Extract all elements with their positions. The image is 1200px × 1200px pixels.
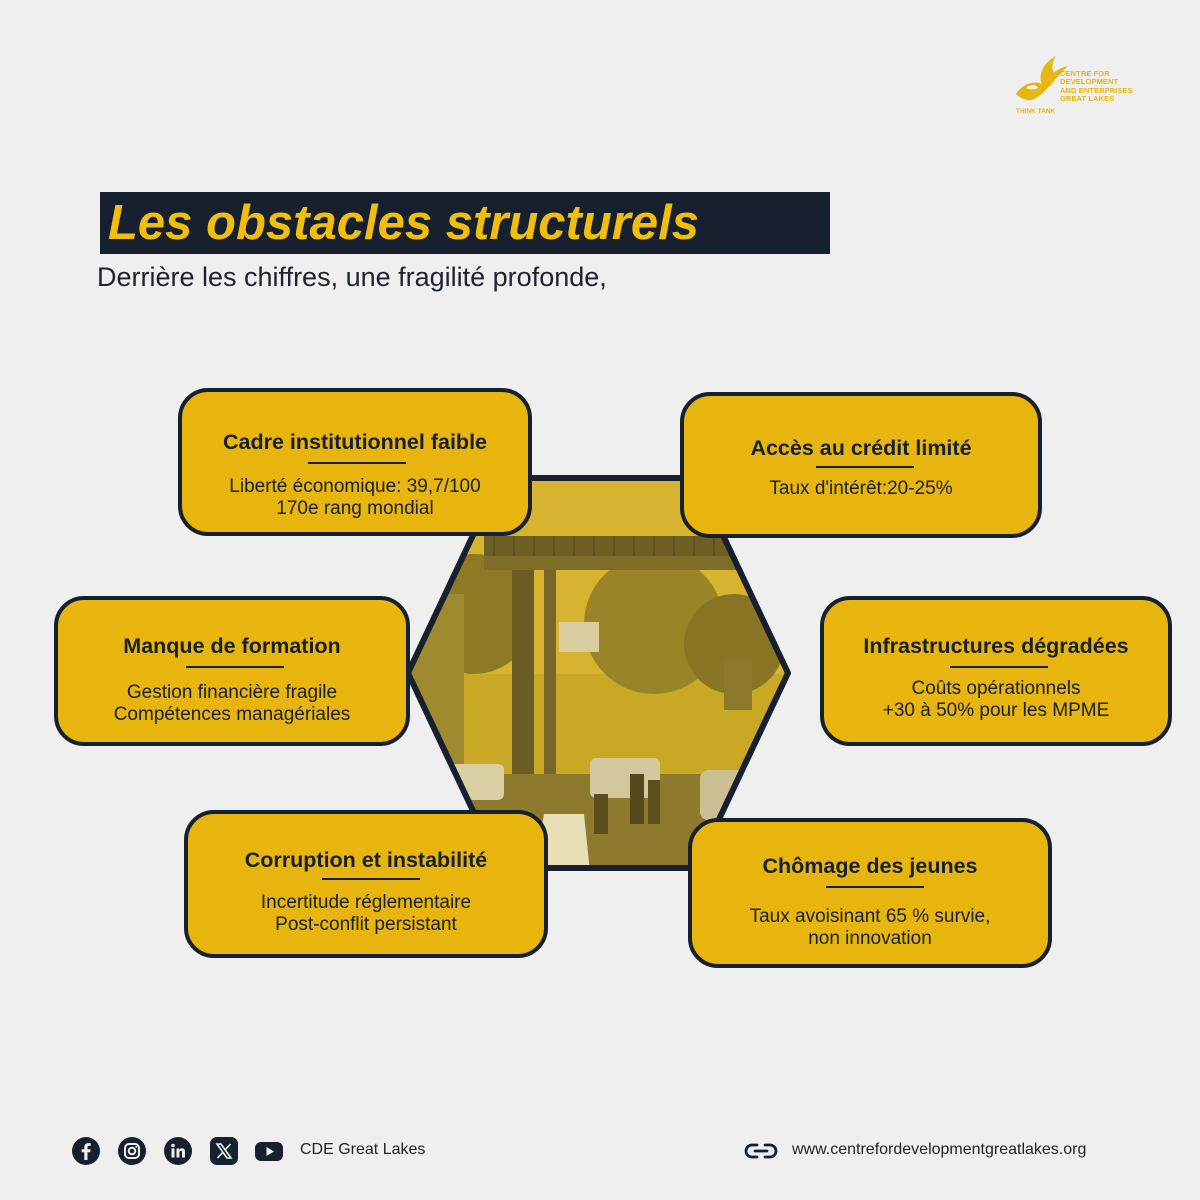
card-text-line: Liberté économique: 39,7/100	[229, 476, 481, 497]
website-link[interactable]: www.centrefordevelopmentgreatlakes.org	[792, 1141, 1087, 1158]
card-text-line: Gestion financière fragile	[126, 682, 338, 703]
card-title: Chômage des jeunes	[762, 854, 978, 878]
obstacle-card-corruption	[184, 810, 548, 958]
card-divider	[826, 886, 924, 888]
card-text-line: Taux avoisinant 65 % survie,	[749, 906, 991, 927]
card-text-line: non innovation	[808, 928, 932, 949]
card-text-line: +30 à 50% pour les MPME	[882, 700, 1110, 721]
card-title: Corruption et instabilité	[244, 848, 488, 872]
page-title: Les obstacles structurels	[108, 196, 699, 250]
card-text-line: Coûts opérationnels	[911, 678, 1081, 699]
obstacle-card-youth-unemployment	[688, 818, 1052, 968]
x-icon[interactable]	[209, 1136, 239, 1166]
card-title: Accès au crédit limité	[750, 436, 972, 460]
obstacle-card-training	[54, 596, 410, 746]
logo-line: DEVELOPMENT	[1060, 77, 1119, 87]
social-handle[interactable]: CDE Great Lakes	[300, 1141, 426, 1158]
logo-tagline: THINK TANK	[1016, 108, 1056, 115]
obstacle-card-infrastructure	[820, 596, 1172, 746]
card-text-line: Incertitude réglementaire	[260, 892, 472, 913]
obstacle-card-credit	[680, 392, 1042, 538]
card-text-line: 170e rang mondial	[276, 498, 434, 519]
card-title: Infrastructures dégradées	[863, 634, 1129, 658]
linkedin-icon[interactable]	[163, 1136, 193, 1166]
card-text-line: Taux d'intérêt:20-25%	[769, 478, 953, 499]
card-divider	[950, 666, 1048, 668]
logo-line: CENTRE FOR	[1060, 69, 1110, 78]
card-divider	[186, 666, 284, 668]
card-title: Cadre institutionnel faible	[223, 430, 487, 454]
instagram-icon[interactable]	[117, 1136, 147, 1166]
title-banner	[100, 192, 830, 254]
card-divider	[322, 878, 420, 880]
link-icon	[744, 1140, 778, 1162]
logo-line: AND ENTERPRISES	[1060, 85, 1133, 95]
card-text-line: Compétences managériales	[113, 704, 351, 725]
card-text-line: Post-conflit persistant	[275, 914, 457, 935]
obstacle-card-institutional	[178, 388, 532, 536]
card-title: Manque de formation	[123, 634, 341, 658]
page-subtitle: Derrière les chiffres, une fragilité profonde,	[97, 262, 607, 292]
cde-logo	[1012, 54, 1142, 124]
card-divider	[308, 462, 406, 464]
logo-line: GREAT LAKES	[1060, 94, 1115, 104]
card-divider	[816, 466, 914, 468]
facebook-icon[interactable]	[71, 1136, 101, 1166]
youtube-icon[interactable]	[254, 1136, 284, 1166]
logo-org-name	[1060, 70, 1150, 104]
